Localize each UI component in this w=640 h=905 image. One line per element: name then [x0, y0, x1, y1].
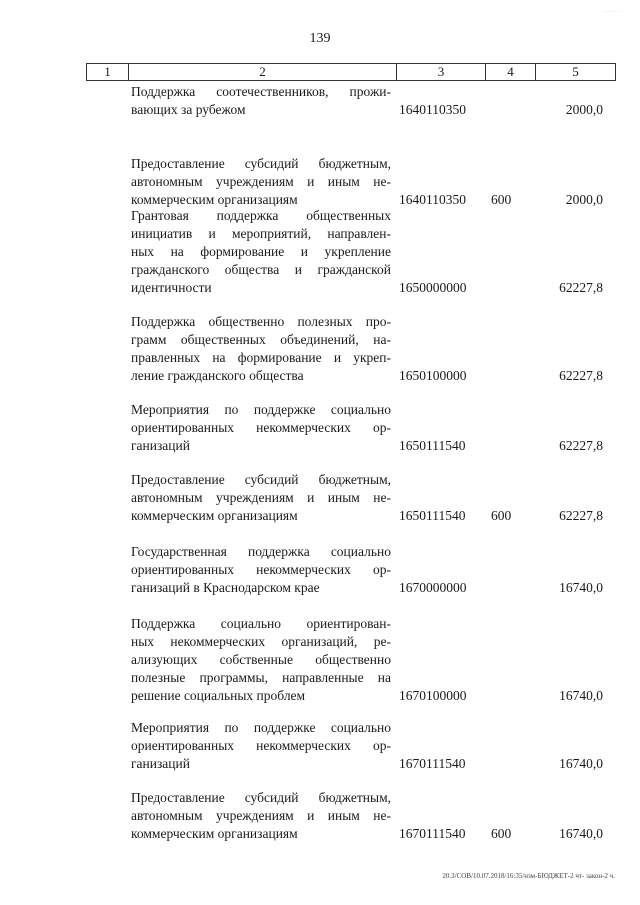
row-description-line: гражданского общества и гражданской — [131, 262, 391, 277]
row-description — [131, 155, 391, 209]
row-description-line: ализующих собственные общественно — [131, 652, 391, 667]
row-description-line: идентичности — [131, 280, 212, 295]
page-number: 139 — [309, 31, 331, 46]
header-col-4: 4 — [486, 64, 536, 80]
footer-stamp: 20.3/СОВ/10.07.2018/16:35/изм-БЮДЖЕТ-2 чт- закон-2 ч. — [442, 872, 615, 880]
row-description — [131, 401, 391, 455]
row-amount: 62227,8 — [559, 368, 603, 383]
row-description — [131, 471, 391, 525]
row-code: 1670111540 — [399, 756, 466, 771]
row-description-line: коммерческим организациям — [131, 826, 298, 841]
row-description-line: правленных на формирование и укреп- — [131, 350, 391, 365]
row-description-line: ориентированных некоммерческих ор- — [131, 562, 391, 577]
row-description — [131, 543, 391, 597]
row-code: 1670000000 — [399, 580, 467, 595]
row-description-line: ление гражданского общества — [131, 368, 304, 383]
row-description-line: Поддержка социально ориентирован- — [131, 616, 391, 631]
row-amount: 2000,0 — [565, 102, 603, 117]
row-description-line: автономным учреждениям и иным не- — [131, 808, 391, 823]
row-description-line: Предоставление субсидий бюджетным, — [131, 790, 391, 805]
row-amount: 62227,8 — [559, 438, 603, 453]
row-description-line: Предоставление субсидий бюджетным, — [131, 472, 391, 487]
row-description-line: ных на формирование и укрепление — [131, 244, 391, 259]
row-amount: 16740,0 — [559, 826, 603, 841]
row-description — [131, 719, 391, 773]
row-description-line: ориентированных некоммерческих ор- — [131, 738, 391, 753]
row-code: 1640110350 — [399, 102, 466, 117]
row-expense-type: 600 — [491, 826, 512, 841]
row-code: 1640110350 — [399, 192, 466, 207]
row-code: 1670100000 — [399, 688, 467, 703]
row-expense-type: 600 — [491, 508, 512, 523]
row-description — [131, 83, 391, 119]
row-description-line: Государственная поддержка социально — [131, 544, 391, 559]
row-amount: 62227,8 — [559, 508, 603, 523]
table-header — [86, 63, 616, 81]
row-amount: 62227,8 — [559, 280, 603, 295]
row-description-line: ориентированных некоммерческих ор- — [131, 420, 391, 435]
row-amount: 16740,0 — [559, 756, 603, 771]
row-description — [131, 789, 391, 843]
row-description-line: коммерческим организациям — [131, 192, 298, 207]
row-code: 1650111540 — [399, 438, 466, 453]
row-amount: 16740,0 — [559, 688, 603, 703]
row-description-line: коммерческим организациям — [131, 508, 298, 523]
top-mark: ....... — [604, 8, 622, 14]
row-description-line: инициатив и мероприятий, направлен- — [131, 226, 391, 241]
row-description — [131, 207, 391, 297]
row-code: 1650111540 — [399, 508, 466, 523]
row-amount: 2000,0 — [565, 192, 603, 207]
row-description-line: автономным учреждениям и иным не- — [131, 490, 391, 505]
row-description-line: ганизаций в Краснодарском крае — [131, 580, 320, 595]
header-col-5: 5 — [572, 64, 579, 79]
row-description-line: Поддержка общественно полезных про- — [131, 314, 391, 329]
row-amount: 16740,0 — [559, 580, 603, 595]
row-description-line: ганизаций — [131, 438, 190, 453]
row-description-line: автономным учреждениям и иным не- — [131, 174, 391, 189]
row-description — [131, 615, 391, 705]
row-description-line: Грантовая поддержка общественных — [131, 208, 391, 223]
row-description — [131, 313, 391, 385]
row-expense-type: 600 — [491, 192, 512, 207]
row-description-line: Мероприятия по поддержке социально — [131, 720, 391, 735]
row-description-line: вающих за рубежом — [131, 102, 246, 117]
row-description-line: грамм общественных объединений, на- — [131, 332, 391, 347]
header-col-2: 2 — [129, 64, 397, 80]
row-description-line: Предоставление субсидий бюджетным, — [131, 156, 391, 171]
row-code: 1650000000 — [399, 280, 467, 295]
row-description-line: Поддержка соотечественников, прожи- — [131, 84, 391, 99]
row-code: 1650100000 — [399, 368, 467, 383]
header-col-3: 3 — [397, 64, 486, 80]
row-description-line: решение социальных проблем — [131, 688, 306, 703]
row-description-line: Мероприятия по поддержке социально — [131, 402, 391, 417]
row-code: 1670111540 — [399, 826, 466, 841]
header-col-1: 1 — [87, 64, 129, 80]
row-description-line: ных некоммерческих организаций, ре- — [131, 634, 391, 649]
row-description-line: полезные программы, направленные на — [131, 670, 391, 685]
row-description-line: ганизаций — [131, 756, 190, 771]
